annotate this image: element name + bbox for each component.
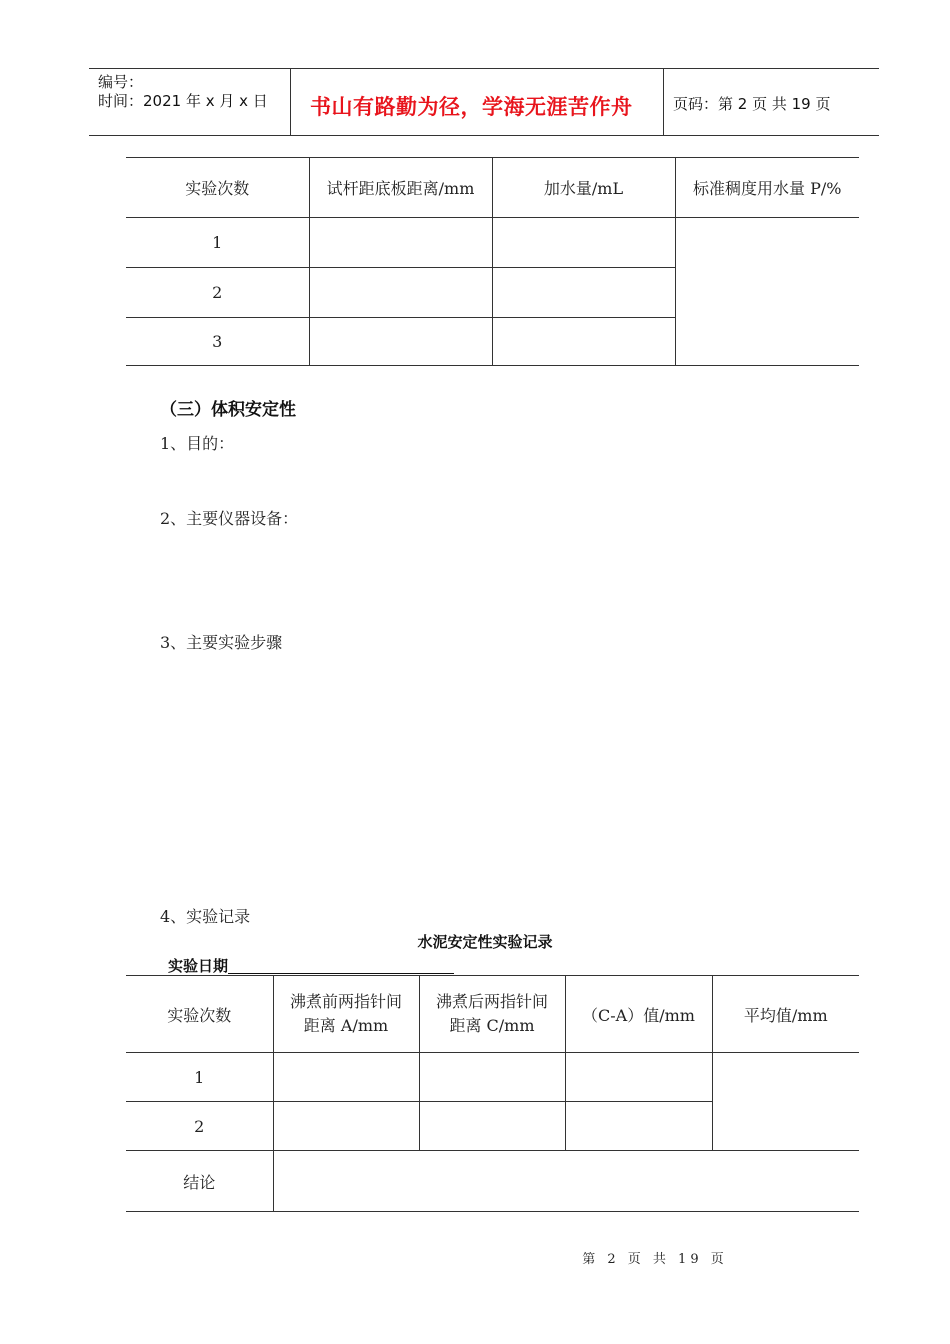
empty-cell xyxy=(309,268,492,318)
experiment-date-blank xyxy=(228,957,454,974)
empty-cell xyxy=(565,1102,712,1151)
column-header: 实验次数 xyxy=(126,976,273,1053)
empty-cell xyxy=(419,1102,565,1151)
trial-number-cell: 1 xyxy=(126,218,309,268)
page-label: 页码：第 2 页 共 19 页 xyxy=(673,95,831,113)
motto-text: 书山有路勤为径，学海无涯苦作舟 xyxy=(310,95,633,119)
equipment-item: 2、主要仪器设备： xyxy=(160,509,299,528)
empty-cell xyxy=(492,318,675,366)
column-header-line: 距离 C/mm xyxy=(449,1016,535,1035)
purpose-item: 1、目的： xyxy=(160,434,235,453)
column-header: 平均值/mm xyxy=(712,976,859,1053)
column-header: 加水量/mL xyxy=(492,158,675,218)
column-header xyxy=(273,976,419,1053)
procedure-item: 3、主要实验步骤 xyxy=(160,633,283,652)
table-header-row xyxy=(126,158,859,218)
trial-number-cell: 2 xyxy=(126,268,309,318)
empty-cell xyxy=(273,1102,419,1151)
empty-cell xyxy=(309,218,492,268)
experiment-date-label: 实验日期 xyxy=(168,957,229,975)
column-header-line: 沸煮前两指针间 xyxy=(289,992,402,1011)
table-row xyxy=(126,1053,859,1102)
column-header: 标准稠度用水量 P/% xyxy=(675,158,859,218)
column-header-line: 距离 A/mm xyxy=(303,1016,389,1035)
serial-label: 编号： xyxy=(98,73,144,91)
section-title: （三）体积安定性 xyxy=(160,400,296,420)
empty-cell xyxy=(273,1053,419,1102)
merged-result-cell xyxy=(675,218,859,366)
merged-average-cell xyxy=(712,1053,859,1151)
time-label: 时间：2021 年 x 月 x 日 xyxy=(98,92,268,110)
soundness-record-table xyxy=(126,975,859,1212)
conclusion-cell xyxy=(273,1151,859,1212)
header-divider-left xyxy=(290,68,291,135)
header-divider-right xyxy=(663,68,664,135)
empty-cell xyxy=(309,318,492,366)
experiment-date-field xyxy=(168,955,454,976)
empty-cell xyxy=(419,1053,565,1102)
table-header-row xyxy=(126,976,859,1053)
conclusion-row xyxy=(126,1151,859,1212)
column-header: 试杆距底板距离/mm xyxy=(309,158,492,218)
trial-number-cell: 2 xyxy=(126,1102,273,1151)
record-caption: 水泥安定性实验记录 xyxy=(417,933,553,951)
record-item: 4、实验记录 xyxy=(160,907,251,926)
trial-number-cell: 3 xyxy=(126,318,309,366)
conclusion-label: 结论 xyxy=(126,1151,273,1212)
column-header xyxy=(419,976,565,1053)
column-header-line: 沸煮后两指针间 xyxy=(435,992,548,1011)
table-row xyxy=(126,218,859,268)
column-header: 实验次数 xyxy=(126,158,309,218)
empty-cell xyxy=(492,268,675,318)
header-top-rule xyxy=(89,68,879,69)
column-header: （C-A）值/mm xyxy=(565,976,712,1053)
trial-number-cell: 1 xyxy=(126,1053,273,1102)
empty-cell xyxy=(492,218,675,268)
header-bottom-rule xyxy=(89,135,879,136)
consistency-table xyxy=(126,157,859,366)
page-footer: 第 2 页 共 19 页 xyxy=(582,1252,728,1267)
empty-cell xyxy=(565,1053,712,1102)
